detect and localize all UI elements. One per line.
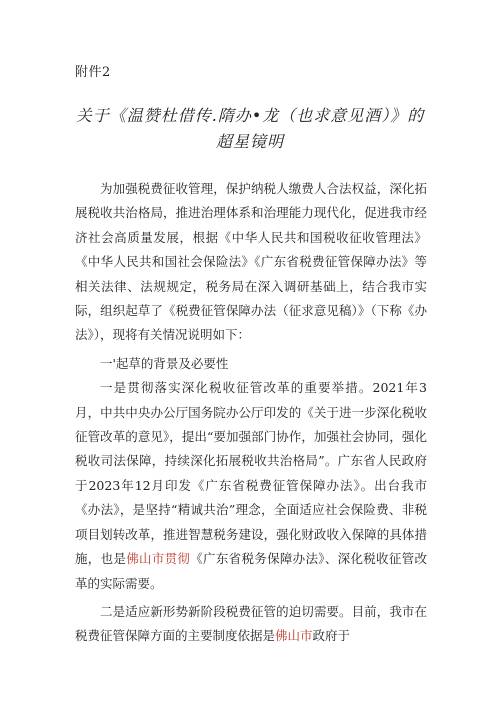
highlighted-text: 佛山市 bbox=[275, 628, 313, 644]
paragraph-text: 一是贯彻落实深化税收征管改革的重要举措。2021年3月，中共中央办公厅国务院办公厅印发的《关于进一步深化税收征管改革的意见》，提出“要加强部门协作，加强社会协同，强化税收司法保障，持续深化拓展税收共治格局”。广东省人民政府于2023年12月印发《广东省税费征管保障办法》。出台我市《办法》，是坚持“精诚共治”理念，全面适应社会保险费、非税项目划转改革，推进智慧税务建设，强化财政收入保障的具体措施，也是 bbox=[75, 380, 427, 567]
document-title bbox=[60, 103, 440, 155]
paragraph-text: 二是适应新形势新阶段税费征管的迫切需要。目前，我市在税费征管保障方面的主要制度依据是 bbox=[75, 603, 427, 644]
paragraph-point-one bbox=[75, 376, 427, 596]
section-heading-text: 一'起草的背景及必要性 bbox=[100, 355, 229, 371]
section-heading-background bbox=[75, 352, 427, 376]
highlighted-text: 佛山市贯彻 bbox=[126, 551, 191, 567]
paragraph-text: 政府于 bbox=[312, 628, 351, 644]
paragraph-text: 为加强税费征收管理，保护纳税人缴费人合法权益，深化拓展税收共治格局，推进治理体系和治理能力现代化，促进我市经济社会高质量发展，根据《中华人民共和国税收征收管理法》《中华人民共和国社会保险法》《广东省税费征管保障办法》等相关法律、法规规定，税务局在深入调研基础上，结合我市实际，组织起草了《税费征管保障办法（征求意见稿）》（下称《办法》），现将有关情况说明如下： bbox=[75, 181, 427, 343]
title-line-1: 关于《温赞杜借传.隋办•龙（也求意见酒）》的 bbox=[75, 106, 425, 125]
title-line-2: 超星镜明 bbox=[215, 132, 284, 151]
paragraph-point-two bbox=[75, 600, 427, 649]
document-body bbox=[75, 177, 427, 649]
paragraph-text: 《广东省税务保障办法》、深化税收征管改革的实际需要。 bbox=[75, 551, 427, 591]
paragraph-intro bbox=[75, 177, 427, 348]
attachment-label: 附件2 bbox=[75, 65, 111, 80]
